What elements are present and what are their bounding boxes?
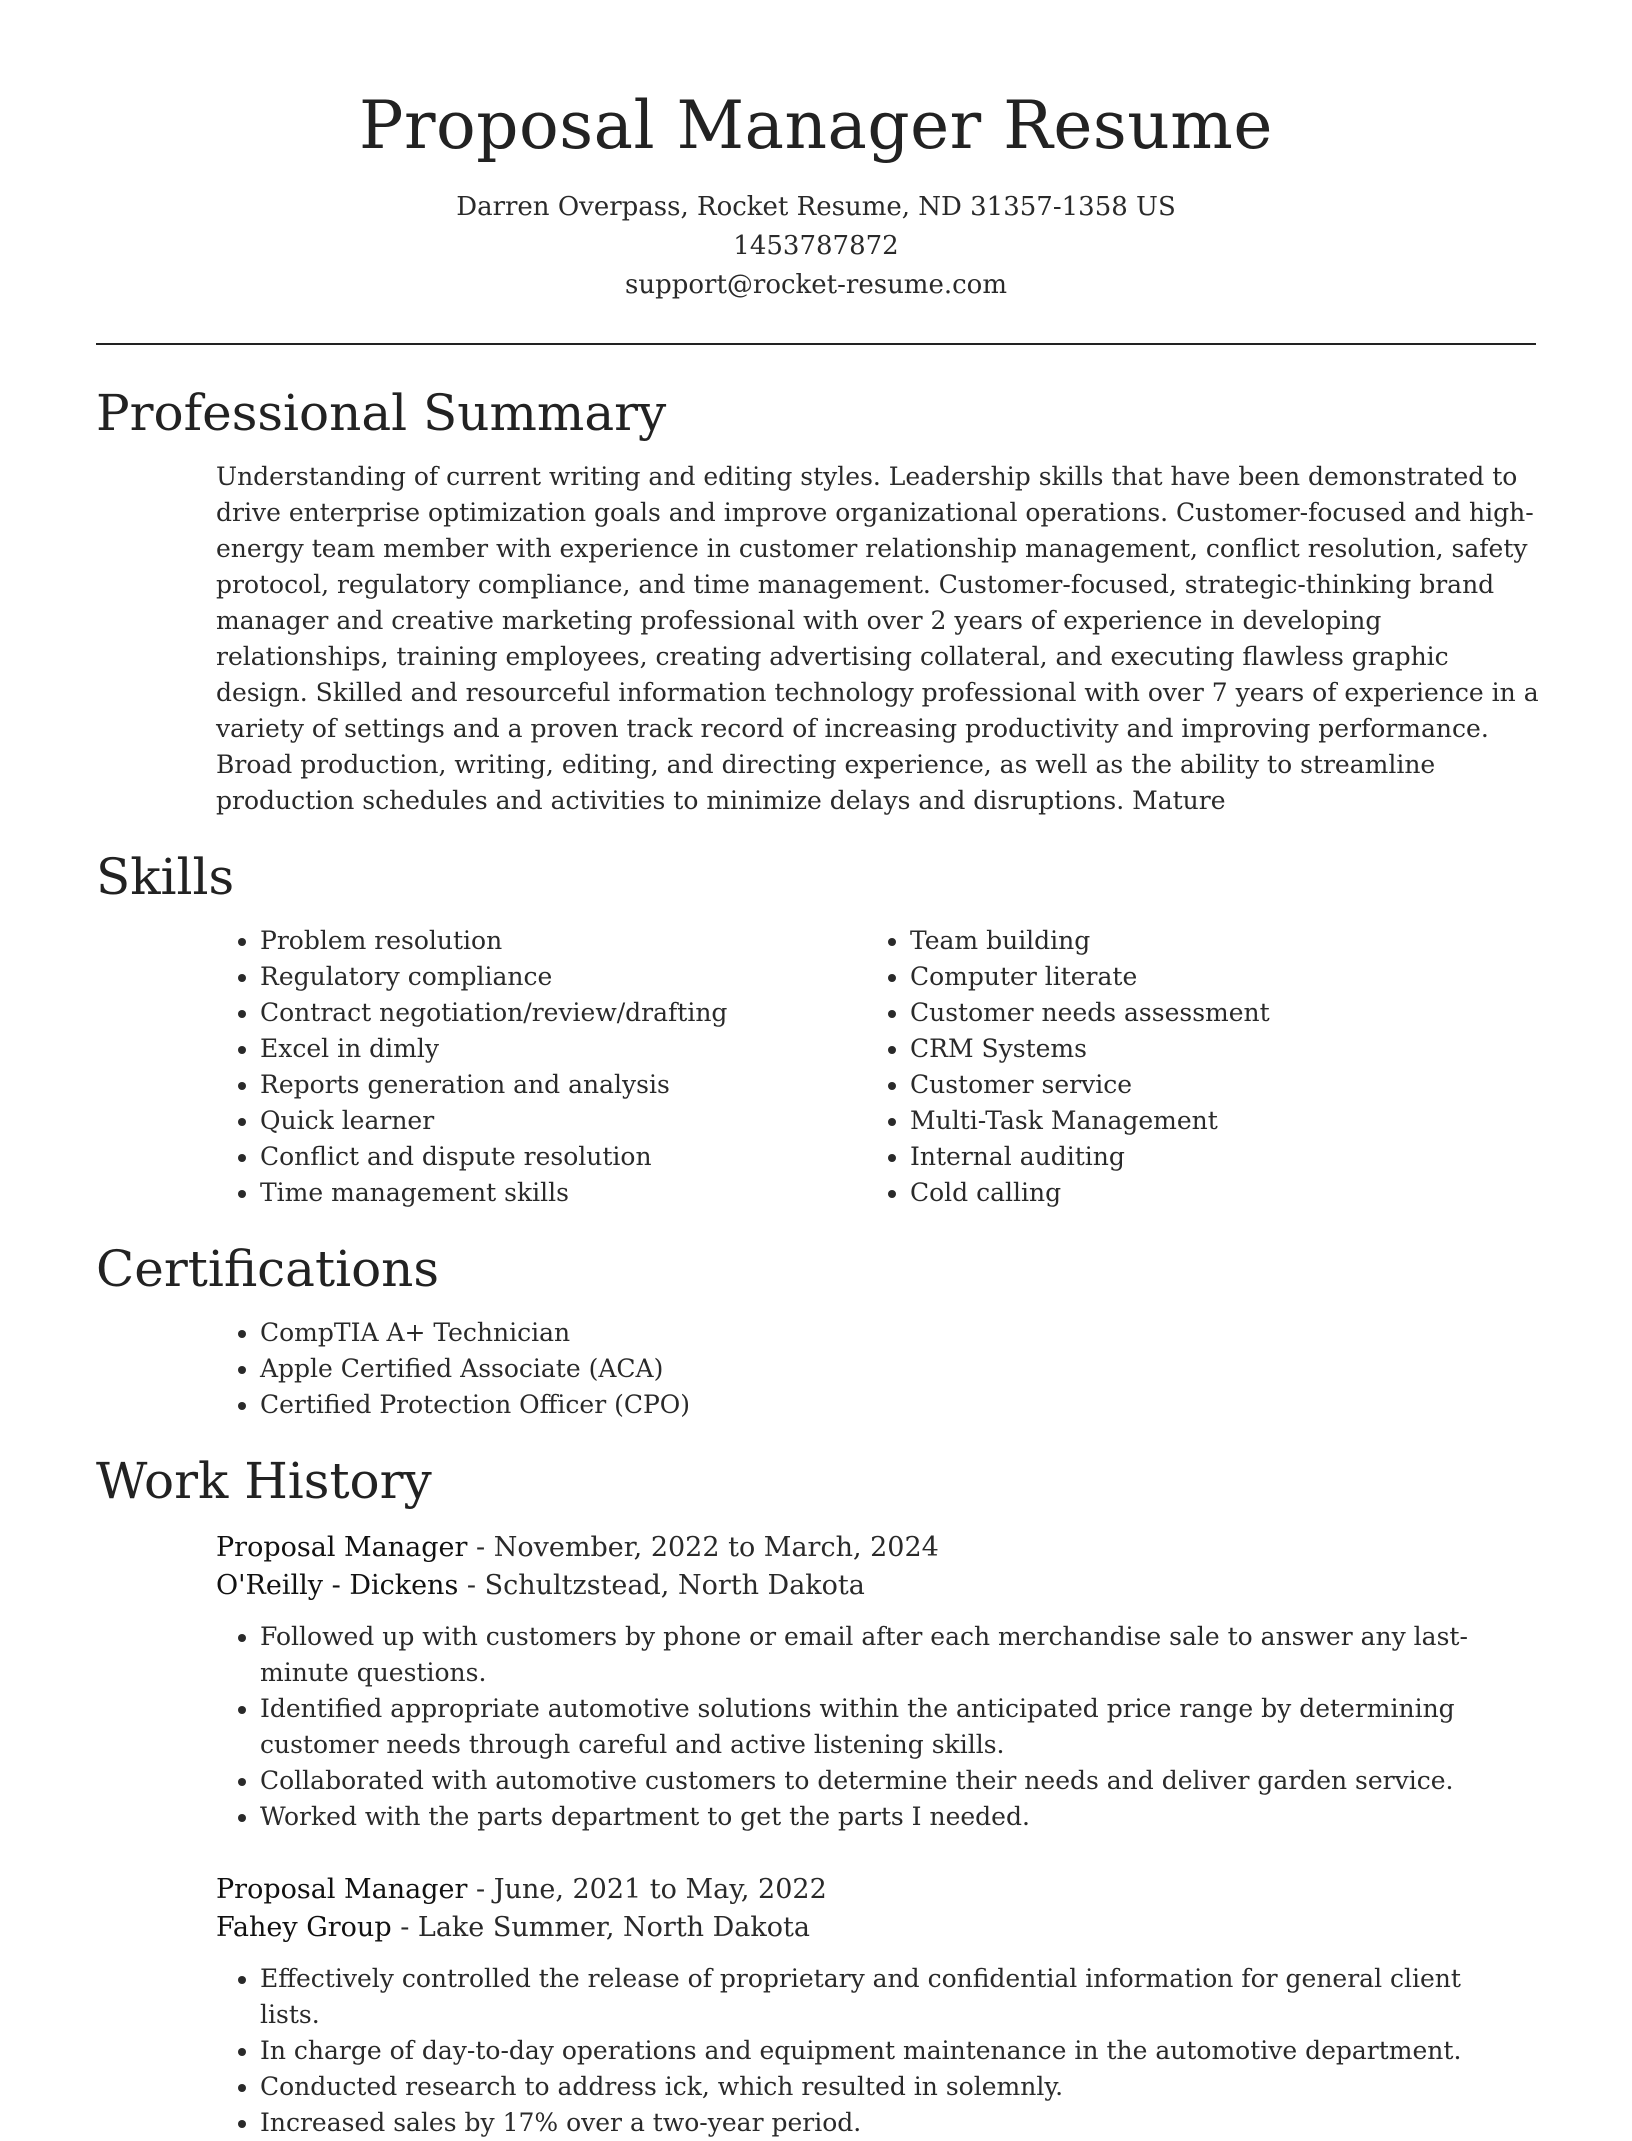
job-entry bbox=[216, 1529, 1536, 1835]
skill-item: • Contract negotiation/review/drafting bbox=[260, 995, 866, 1031]
skill-item: • Reports generation and analysis bbox=[260, 1067, 866, 1103]
certifications-list bbox=[216, 1315, 1536, 1423]
certification-item: • CompTIA A+ Technician bbox=[260, 1315, 1536, 1351]
skill-item: • Cold calling bbox=[910, 1175, 1510, 1211]
skill-item: • Quick learner bbox=[260, 1103, 866, 1139]
job-title: Proposal Manager bbox=[216, 1532, 468, 1563]
work-history-heading: Work History bbox=[96, 1452, 432, 1510]
skill-item: • Multi-Task Management bbox=[910, 1103, 1510, 1139]
job-company-line: O'Reilly - Dickens - Schultzstead, North Dakota bbox=[216, 1570, 865, 1601]
summary-heading: Professional Summary bbox=[96, 384, 667, 442]
certification-item: • Certified Protection Officer (CPO) bbox=[260, 1387, 1536, 1423]
header-divider bbox=[96, 343, 1536, 345]
job-company: Fahey Group bbox=[216, 1912, 392, 1943]
job-duty-item: • Conducted research to address ick, which resulted in solemnly. bbox=[260, 2069, 1500, 2105]
job-location: Schultzstead, North Dakota bbox=[484, 1570, 865, 1601]
contact-address: Darren Overpass, Rocket Resume, ND 31357-1358 US bbox=[456, 192, 1176, 222]
job-company-line: Fahey Group - Lake Summer, North Dakota bbox=[216, 1912, 810, 1943]
skill-item: • Regulatory compliance bbox=[260, 959, 866, 995]
contact-email: support@rocket-resume.com bbox=[624, 270, 1007, 300]
job-title: Proposal Manager bbox=[216, 1874, 468, 1905]
job-company: O'Reilly - Dickens bbox=[216, 1570, 459, 1601]
job-duty-item: • Effectively controlled the release of proprietary and confidential information for general client lists. bbox=[260, 1961, 1500, 2033]
skill-item: • Customer service bbox=[910, 1067, 1510, 1103]
skill-item: • Team building bbox=[910, 923, 1510, 959]
skills-heading: Skills bbox=[96, 848, 235, 906]
job-duties-list bbox=[216, 1961, 1500, 2141]
job-dates: November, 2022 to March, 2024 bbox=[493, 1532, 939, 1563]
skills-column-right bbox=[866, 923, 1510, 1211]
skills-column-left bbox=[216, 923, 866, 1211]
job-dates: June, 2021 to May, 2022 bbox=[493, 1874, 827, 1905]
skill-item: • Internal auditing bbox=[910, 1139, 1510, 1175]
job-duty-item: • Increased sales by 17% over a two-year period. bbox=[260, 2105, 1500, 2141]
skill-item: • Computer literate bbox=[910, 959, 1510, 995]
skill-item: • Customer needs assessment bbox=[910, 995, 1510, 1031]
job-title-line: Proposal Manager - June, 2021 to May, 2022 bbox=[216, 1874, 827, 1905]
job-duty-item: • Worked with the parts department to get the parts I needed. bbox=[260, 1799, 1500, 1835]
job-title-line: Proposal Manager - November, 2022 to March, 2024 bbox=[216, 1532, 939, 1563]
job-duties-list bbox=[216, 1619, 1500, 1835]
summary-text: Understanding of current writing and editing styles. Leadership skills that have been demonstrated to drive enterprise optimization goals and improve organizational operations. Customer-focused and high-energy team member with experience in customer relationship management, conflict resolution, safety protocol, regulatory compliance, and time management. Customer-focused, strategic-thinking brand manager and creative marketing professional with over 2 years of experience in developing relationships, training employees, creating advertising collateral, and executing flawless graphic design. Skilled and resourceful information technology professional with over 7 years of experience in a variety of settings and a proven track record of increasing productivity and improving performance. Broad production, writing, editing, and directing experience, as well as the ability to streamline production schedules and activities to minimize delays and disruptions. Mature bbox=[216, 462, 1539, 815]
certification-item: • Apple Certified Associate (ACA) bbox=[260, 1351, 1536, 1387]
job-duty-item: • Collaborated with automotive customers to determine their needs and deliver garden service. bbox=[260, 1763, 1500, 1799]
resume-page bbox=[96, 0, 1539, 2141]
job-duty-item: • Followed up with customers by phone or email after each merchandise sale to answer any last-minute questions. bbox=[260, 1619, 1500, 1691]
certifications-heading: Certifications bbox=[96, 1240, 440, 1298]
job-duty-item: • In charge of day-to-day operations and equipment maintenance in the automotive department. bbox=[260, 2033, 1500, 2069]
job-location: Lake Summer, North Dakota bbox=[417, 1912, 810, 1943]
contact-block bbox=[96, 188, 1536, 305]
skill-item: • CRM Systems bbox=[910, 1031, 1510, 1067]
resume-title: Proposal Manager Resume bbox=[359, 87, 1273, 164]
skill-item: • Excel in dimly bbox=[260, 1031, 866, 1067]
skill-item: • Problem resolution bbox=[260, 923, 866, 959]
contact-phone: 1453787872 bbox=[733, 231, 899, 261]
job-duty-item: • Identified appropriate automotive solutions within the anticipated price range by determining customer needs through careful and active listening skills. bbox=[260, 1691, 1500, 1763]
skills-list bbox=[216, 923, 1536, 1211]
skill-item: • Time management skills bbox=[260, 1175, 866, 1211]
job-entry bbox=[216, 1871, 1536, 2141]
skill-item: • Conflict and dispute resolution bbox=[260, 1139, 866, 1175]
